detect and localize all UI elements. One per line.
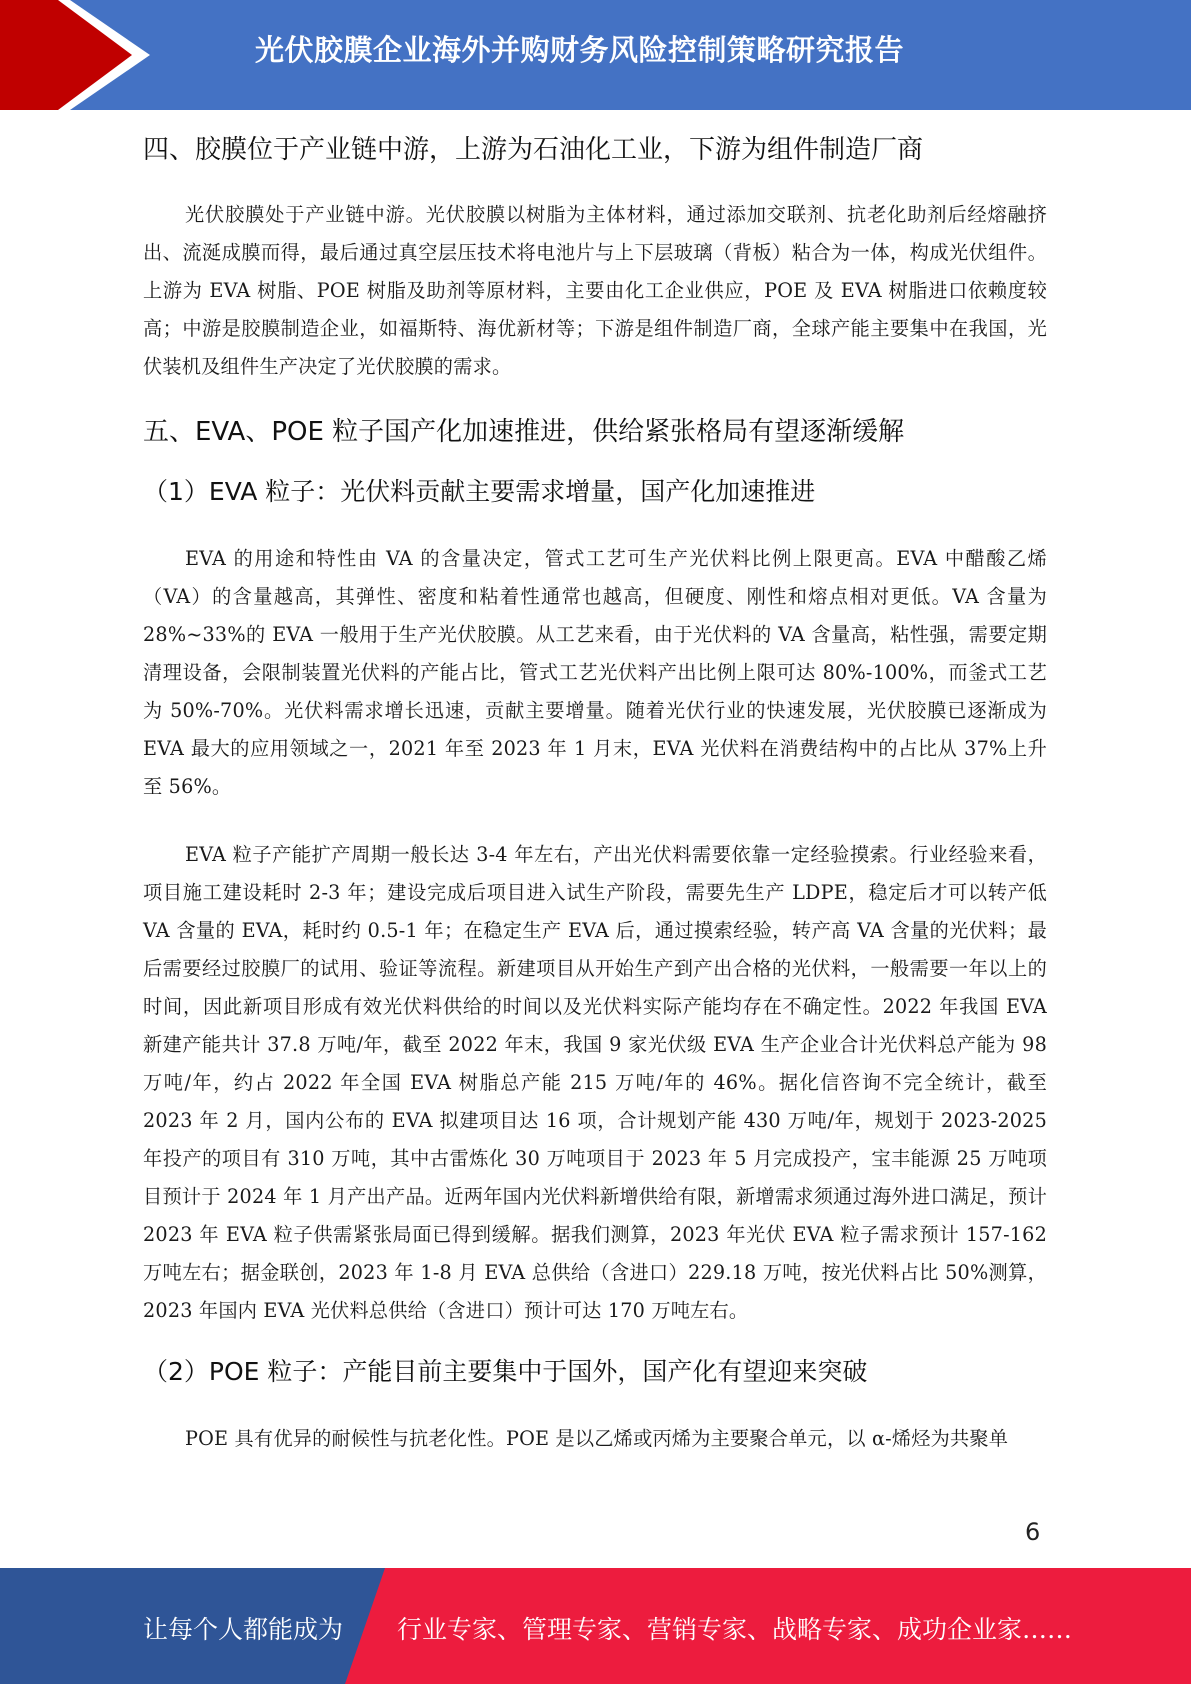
section-4-paragraph: 光伏胶膜处于产业链中游。光伏胶膜以树脂为主体材料，通过添加交联剂、抗老化助剂后经熔融挤出、流涎成膜而得，最后通过真空层压技术将电池片与上下层玻璃（背板）粘合为一体，构成光伏组件。上游为 EVA 树脂、POE 树脂及助剂等原材料，主要由化工企业供应，POE 及 EVA 树脂进口依赖度较高；中游是胶膜制造企业，如福斯特、海优新材等；下游是组件制造厂商，全球产能主要集中在我国，光伏装机及组件生产决定了光伏胶膜的需求。 — [143, 203, 1047, 378]
page-header — [0, 0, 1191, 110]
report-title: 光伏胶膜企业海外并购财务风险控制策略研究报告 — [255, 33, 905, 67]
subsection-poe-heading: （2）POE 粒子：产能目前主要集中于国外，国产化有望迎来突破 — [143, 1357, 868, 1386]
footer-slogan-left: 让每个人都能成为 — [143, 1615, 344, 1644]
footer-slogan-right: 行业专家、管理专家、营销专家、战略专家、成功企业家…… — [397, 1615, 1073, 1644]
subsection-eva-heading: （1）EVA 粒子：光伏料贡献主要需求增量，国产化加速推进 — [143, 477, 816, 506]
eva-paragraph-1: EVA 的用途和特性由 VA 的含量决定，管式工艺可生产光伏料比例上限更高。EVA 中醋酸乙烯（VA）的含量越高，其弹性、密度和粘着性通常也越高，但硬度、刚性和熔点相对更低。VA 含量为 28%~33%的 EVA 一般用于生产光伏胶膜。从工艺来看，由于光伏料的 VA 含量高，粘性强，需要定期清理设备，会限制装置光伏料的产能占比，管式工艺光伏料产出比例上限可达 80%-100%，而釜式工艺为 50%-70%。光伏料需求增长迅速，贡献主要增量。随着光伏行业的快速发展，光伏胶膜已逐渐成为 EVA 最大的应用领域之一，2021 年至 2023 年 1 月末，EVA 光伏料在消费结构中的占比从 37%上升至 56%。 — [143, 547, 1047, 798]
section-5-heading: 五、EVA、POE 粒子国产化加速推进，供给紧张格局有望逐渐缓解 — [143, 417, 905, 447]
header-arrow-decoration — [0, 0, 150, 110]
page-number: 6 — [1025, 1518, 1041, 1546]
section-4-heading: 四、胶膜位于产业链中游，上游为石油化工业，下游为组件制造厂商 — [143, 135, 924, 165]
poe-paragraph-1: POE 具有优异的耐候性与抗老化性。POE 是以乙烯或丙烯为主要聚合单元，以 α-烯烃为共聚单 — [185, 1427, 1009, 1450]
main-content — [143, 120, 1047, 1458]
page-footer — [0, 1568, 1191, 1684]
eva-paragraph-2: EVA 粒子产能扩产周期一般长达 3-4 年左右，产出光伏料需要依靠一定经验摸索。行业经验来看，项目施工建设耗时 2-3 年；建设完成后项目进入试生产阶段，需要先生产 LDPE，稳定后才可以转产低 VA 含量的 EVA，耗时约 0.5-1 年；在稳定生产 EVA 后，通过摸索经验，转产高 VA 含量的光伏料；最后需要经过胶膜厂的试用、验证等流程。新建项目从开始生产到产出合格的光伏料，一般需要一年以上的时间，因此新项目形成有效光伏料供给的时间以及光伏料实际产能均存在不确定性。2022 年我国 EVA 新建产能共计 37.8 万吨/年，截至 2022 年末，我国 9 家光伏级 EVA 生产企业合计光伏料总产能为 98 万吨/年，约占 2022 年全国 EVA 树脂总产能 215 万吨/年的 46%。据化信咨询不完全统计，截至 2023 年 2 月，国内公布的 EVA 拟建项目达 16 项，合计规划产能 430 万吨/年，规划于 2023-2025 年投产的项目有 310 万吨，其中古雷炼化 30 万吨项目于 2023 年 5 月完成投产，宝丰能源 25 万吨项目预计于 2024 年 1 月产出产品。近两年国内光伏料新增供给有限，新增需求须通过海外进口满足，预计 2023 年 EVA 粒子供需紧张局面已得到缓解。据我们测算，2023 年光伏 EVA 粒子需求预计 157-162 万吨左右；据金联创，2023 年 1-8 月 EVA 总供给（含进口）229.18 万吨，按光伏料占比 50%测算，2023 年国内 EVA 光伏料总供给（含进口）预计可达 170 万吨左右。 — [143, 843, 1047, 1322]
